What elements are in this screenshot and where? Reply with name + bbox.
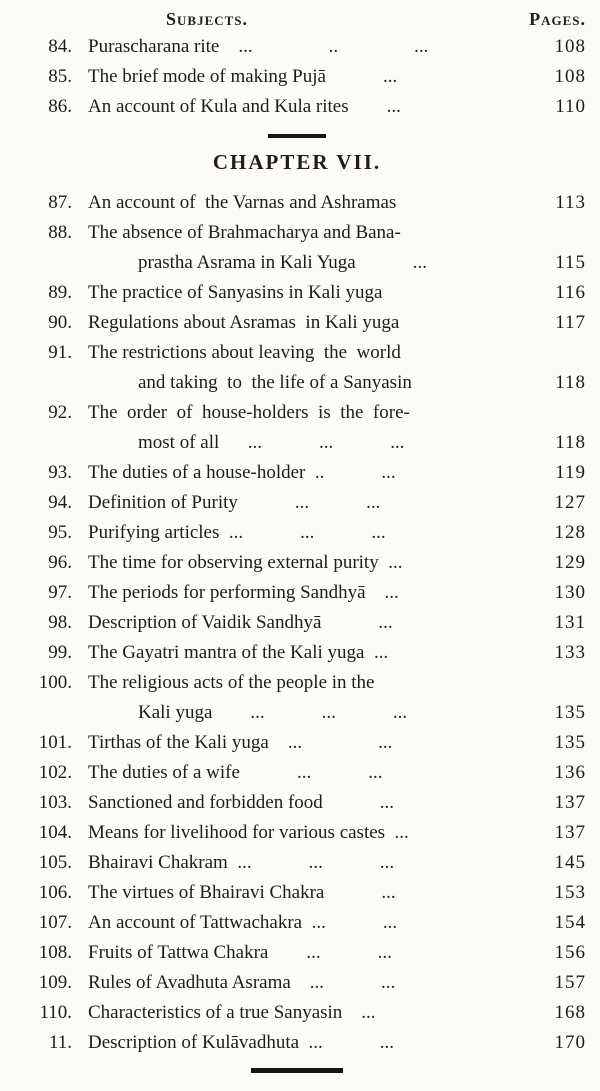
entry-page-number: 118	[555, 372, 586, 393]
entry-number: 103.	[38, 792, 72, 813]
entry-number: 99.	[48, 642, 72, 663]
toc-entry-line	[8, 518, 586, 548]
entry-page-number: 154	[554, 912, 586, 933]
toc-entry-line	[8, 998, 586, 1028]
toc-entry-line	[8, 908, 586, 938]
entry-number: 91.	[48, 342, 72, 363]
entry-number: 100.	[38, 672, 72, 693]
entry-number: 89.	[48, 282, 72, 303]
toc-entry-line	[8, 638, 586, 668]
entry-number: 94.	[48, 492, 72, 513]
entry-title: The absence of Brahmacharya and Bana-	[88, 222, 401, 243]
entry-page-number: 108	[554, 36, 586, 57]
entry-page-number: 135	[554, 732, 586, 753]
entry-title: most of all ... ... ...	[138, 432, 405, 453]
entry-page-number: 170	[554, 1032, 586, 1053]
toc-entry-line	[8, 578, 586, 608]
entry-number: 106.	[38, 882, 72, 903]
toc-entry-line	[8, 668, 586, 698]
entry-number: 108.	[38, 942, 72, 963]
entry-page-number: 119	[555, 462, 586, 483]
entry-number: 104.	[38, 822, 72, 843]
entry-page-number: 145	[554, 852, 586, 873]
entry-title: Regulations about Asramas in Kali yuga	[88, 312, 400, 333]
entry-page-number: 130	[554, 582, 586, 603]
toc-entry-line	[8, 758, 586, 788]
entry-page-number: 133	[554, 642, 586, 663]
entry-title: The order of house-holders is the fore-	[88, 402, 410, 423]
entry-title: Tirthas of the Kali yuga ... ...	[88, 732, 393, 753]
entry-number: 87.	[48, 192, 72, 213]
entry-title: The practice of Sanyasins in Kali yuga	[88, 282, 383, 303]
toc-entry-line	[8, 188, 586, 218]
entry-number: 95.	[48, 522, 72, 543]
toc-entry-line	[8, 488, 586, 518]
entry-number: 98.	[48, 612, 72, 633]
entry-title: Sanctioned and forbidden food ...	[88, 792, 395, 813]
page-end-rule	[251, 1068, 343, 1073]
entry-number: 97.	[48, 582, 72, 603]
entry-title: Means for livelihood for various castes ...	[88, 822, 409, 843]
entry-page-number: 156	[554, 942, 586, 963]
toc-entry-line	[8, 788, 586, 818]
toc-entry-line	[8, 938, 586, 968]
toc-entry-line	[8, 428, 586, 458]
entry-page-number: 116	[555, 282, 586, 303]
entry-page-number: 157	[554, 972, 586, 993]
entry-page-number: 108	[554, 66, 586, 87]
entry-title: The duties of a house-holder .. ...	[88, 462, 396, 483]
entry-title: Characteristics of a true Sanyasin ...	[88, 1002, 376, 1023]
entry-title: Description of Vaidik Sandhyā ...	[88, 612, 393, 633]
entry-title: and taking to the life of a Sanyasin	[138, 372, 412, 393]
entry-title: The religious acts of the people in the	[88, 672, 375, 693]
entry-number: 93.	[48, 462, 72, 483]
entry-number: 11.	[48, 1032, 72, 1053]
entry-title: Description of Kulāvadhuta ... ...	[88, 1032, 395, 1053]
toc-entries-top	[8, 32, 586, 122]
entry-number: 86.	[48, 96, 72, 117]
section-divider-rule	[268, 134, 326, 138]
toc-entry-line	[8, 308, 586, 338]
toc-entry-line	[8, 878, 586, 908]
entry-page-number: 129	[554, 552, 586, 573]
entry-page-number: 128	[554, 522, 586, 543]
entry-number: 107.	[38, 912, 72, 933]
entry-title: The periods for performing Sandhyā ...	[88, 582, 399, 603]
entry-title: An account of Kula and Kula rites ...	[88, 96, 401, 117]
entry-number: 90.	[48, 312, 72, 333]
toc-entry-line	[8, 458, 586, 488]
entry-page-number: 137	[554, 822, 586, 843]
entry-page-number: 135	[554, 702, 586, 723]
entry-title: The duties of a wife ... ...	[88, 762, 383, 783]
entry-page-number: 118	[555, 432, 586, 453]
entry-number: 85.	[48, 66, 72, 87]
entry-page-number: 136	[554, 762, 586, 783]
toc-entry-line	[8, 398, 586, 428]
toc-entry-line	[8, 848, 586, 878]
entry-number: 88.	[48, 222, 72, 243]
entry-title: The virtues of Bhairavi Chakra ...	[88, 882, 396, 903]
toc-entry-line	[8, 818, 586, 848]
toc-entry-line	[8, 1028, 586, 1058]
entry-page-number: 131	[554, 612, 586, 633]
entry-title: Bhairavi Chakram ... ... ...	[88, 852, 395, 873]
entry-number: 101.	[38, 732, 72, 753]
entry-title: The restrictions about leaving the world	[88, 342, 401, 363]
toc-entry-line	[8, 92, 586, 122]
entry-title: The time for observing external purity ...	[88, 552, 403, 573]
toc-entry-line	[8, 62, 586, 92]
entry-page-number: 115	[555, 252, 586, 273]
entry-title: The Gayatri mantra of the Kali yuga ...	[88, 642, 389, 663]
entry-title: The brief mode of making Pujā ...	[88, 66, 398, 87]
entry-number: 110.	[39, 1002, 72, 1023]
entry-page-number: 127	[554, 492, 586, 513]
toc-entry-line	[8, 698, 586, 728]
toc-entry-line	[8, 32, 586, 62]
entry-page-number: 113	[555, 192, 586, 213]
entry-page-number: 117	[555, 312, 586, 333]
chapter-heading: CHAPTER VII.	[212, 150, 382, 174]
entry-number: 92.	[48, 402, 72, 423]
entry-page-number: 168	[554, 1002, 586, 1023]
toc-entries-chapter	[8, 188, 586, 1058]
toc-entry-line	[8, 968, 586, 998]
entry-number: 102.	[38, 762, 72, 783]
entry-title: prastha Asrama in Kali Yuga ...	[138, 252, 427, 273]
entry-title: An account of Tattwachakra ... ...	[88, 912, 398, 933]
toc-entry-line	[8, 278, 586, 308]
toc-entry-line	[8, 548, 586, 578]
entry-page-number: 137	[554, 792, 586, 813]
entry-page-number: 110	[555, 96, 586, 117]
entry-number: 96.	[48, 552, 72, 573]
toc-entry-line	[8, 218, 586, 248]
toc-entry-line	[8, 608, 586, 638]
entry-number: 84.	[48, 36, 72, 57]
entry-number: 105.	[38, 852, 72, 873]
toc-entry-line	[8, 368, 586, 398]
entry-title: Kali yuga ... ... ...	[138, 702, 408, 723]
entry-title: Fruits of Tattwa Chakra ... ...	[88, 942, 392, 963]
entry-page-number: 153	[554, 882, 586, 903]
entry-title: Rules of Avadhuta Asrama ... ...	[88, 972, 396, 993]
pages-column-header: Pages.	[529, 9, 586, 29]
toc-entry-line	[8, 248, 586, 278]
toc-entry-line	[8, 338, 586, 368]
entry-title: Purifying articles ... ... ...	[88, 522, 386, 543]
entry-title: An account of the Varnas and Ashramas	[88, 192, 397, 213]
entry-number: 109.	[38, 972, 72, 993]
entry-title: Purascharana rite ... .. ...	[88, 36, 429, 57]
toc-entry-line	[8, 728, 586, 758]
column-headers	[8, 6, 586, 32]
entry-title: Definition of Purity ... ...	[88, 492, 381, 513]
subjects-column-header: Subjects.	[166, 9, 249, 29]
